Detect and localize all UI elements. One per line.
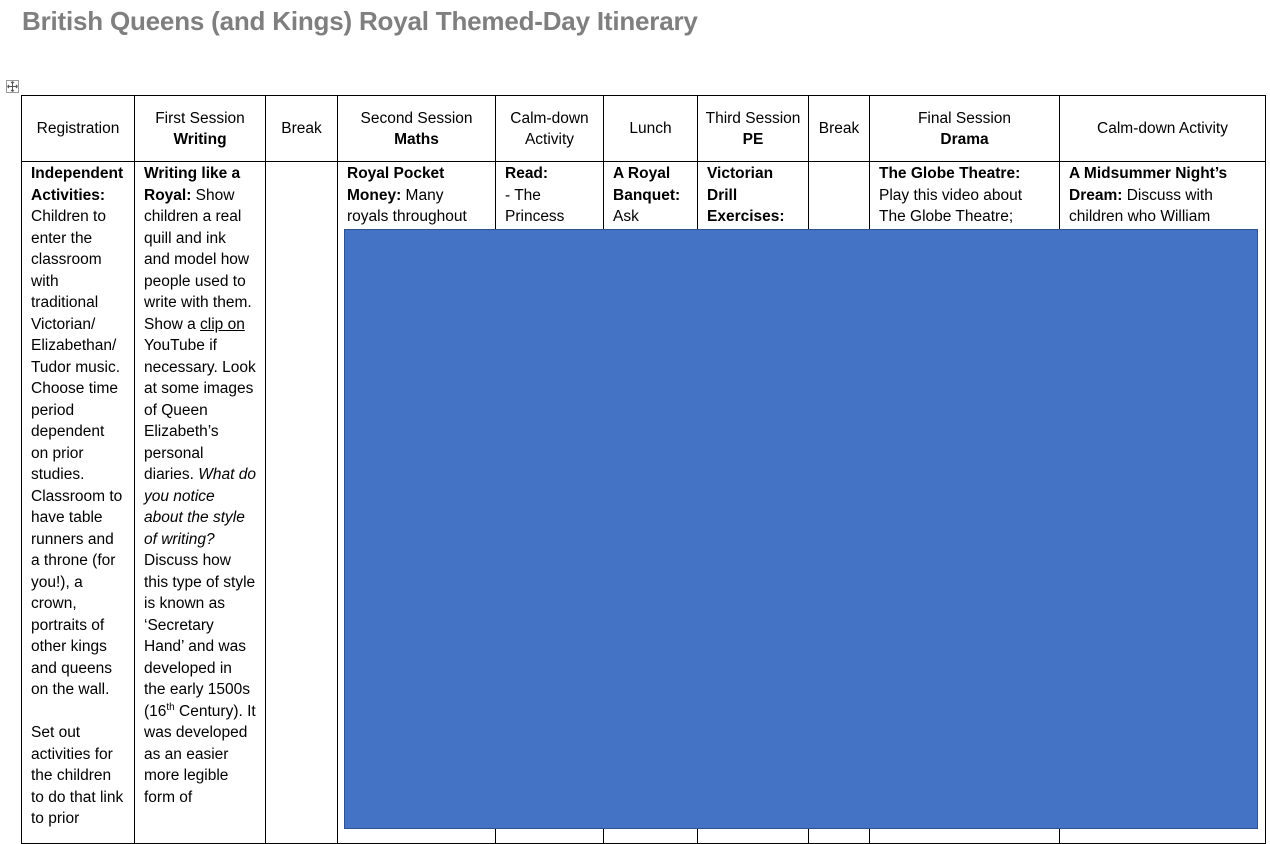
writing-heading: Writing like a Royal:: [144, 165, 241, 204]
maths-heading: Royal Pocket Money:: [347, 165, 445, 204]
drill-heading: Victorian Drill Exercises:: [707, 165, 785, 225]
header-calm-down-1[interactable]: Calm-down Activity: [496, 96, 604, 162]
blue-rectangle-shape[interactable]: [344, 229, 1258, 829]
table-move-handle-icon[interactable]: [6, 80, 19, 93]
subject-pe: PE: [742, 130, 764, 148]
subject-maths: Maths: [394, 130, 439, 148]
cell-drama[interactable]: The Globe Theatre: Play this video about The Globe Theatre;: [870, 162, 1060, 844]
clip-link: clip on: [200, 315, 245, 333]
cell-registration[interactable]: [22, 162, 135, 844]
cell-writing[interactable]: Writing like a Royal: Show children a real quill and ink and model how people used to write with them. Show a clip on YouTube if necessary. Look at some images of Queen Elizabeth’s personal diaries. What do you notice about the style of writing? Discuss how this type of style is known as ‘Secretary Hand’ and was developed in the early 1500s (16th Century). It was developed as an easier more legible form of: [135, 162, 266, 844]
header-first-session[interactable]: First Session Writing: [135, 96, 266, 162]
banquet-heading: A Royal Banquet:: [613, 165, 681, 204]
document-title: British Queens (and Kings) Royal Themed-Day Itinerary: [22, 6, 698, 36]
cell-lunch[interactable]: A Royal Banquet: Ask: [604, 162, 698, 844]
registration-text-2: Set out activities for the children to do that link to prior: [31, 724, 124, 827]
cell-maths[interactable]: Royal Pocket Money: Many royals throughout: [338, 162, 496, 844]
header-final-session[interactable]: Final Session Drama: [870, 96, 1060, 162]
midsummer-heading: A Midsummer Night’s Dream:: [1069, 165, 1228, 204]
header-break-1[interactable]: Break: [266, 96, 338, 162]
cell-break-1[interactable]: [266, 162, 338, 844]
read-heading: Read:: [505, 165, 549, 182]
globe-heading: The Globe Theatre:: [879, 165, 1021, 182]
cell-calm-down-2[interactable]: A Midsummer Night’s Dream: Discuss with children who William: [1060, 162, 1266, 844]
header-third-session[interactable]: Third Session PE: [698, 96, 809, 162]
writing-question: What do you notice about the style of writing?: [144, 466, 257, 548]
registration-heading: Independent Activities:: [31, 165, 124, 204]
registration-text: Children to enter the classroom with traditional Victorian/ Elizabethan/ Tudor music. Choose time period dependent on prior studies. Classroom to have table runners and a throne (for you!), a crown, portraits of other kings and queens on the wall.: [31, 208, 123, 698]
header-registration[interactable]: Registration: [22, 96, 135, 162]
subject-drama: Drama: [940, 130, 989, 148]
header-calm-down-2[interactable]: Calm-down Activity: [1060, 96, 1266, 162]
header-second-session[interactable]: Second Session Maths: [338, 96, 496, 162]
header-lunch[interactable]: Lunch: [604, 96, 698, 162]
header-break-2[interactable]: Break: [809, 96, 870, 162]
header-row: [22, 96, 1266, 162]
cell-calm-down-1[interactable]: Read: - The Princess: [496, 162, 604, 844]
subject-writing: Writing: [173, 130, 227, 148]
